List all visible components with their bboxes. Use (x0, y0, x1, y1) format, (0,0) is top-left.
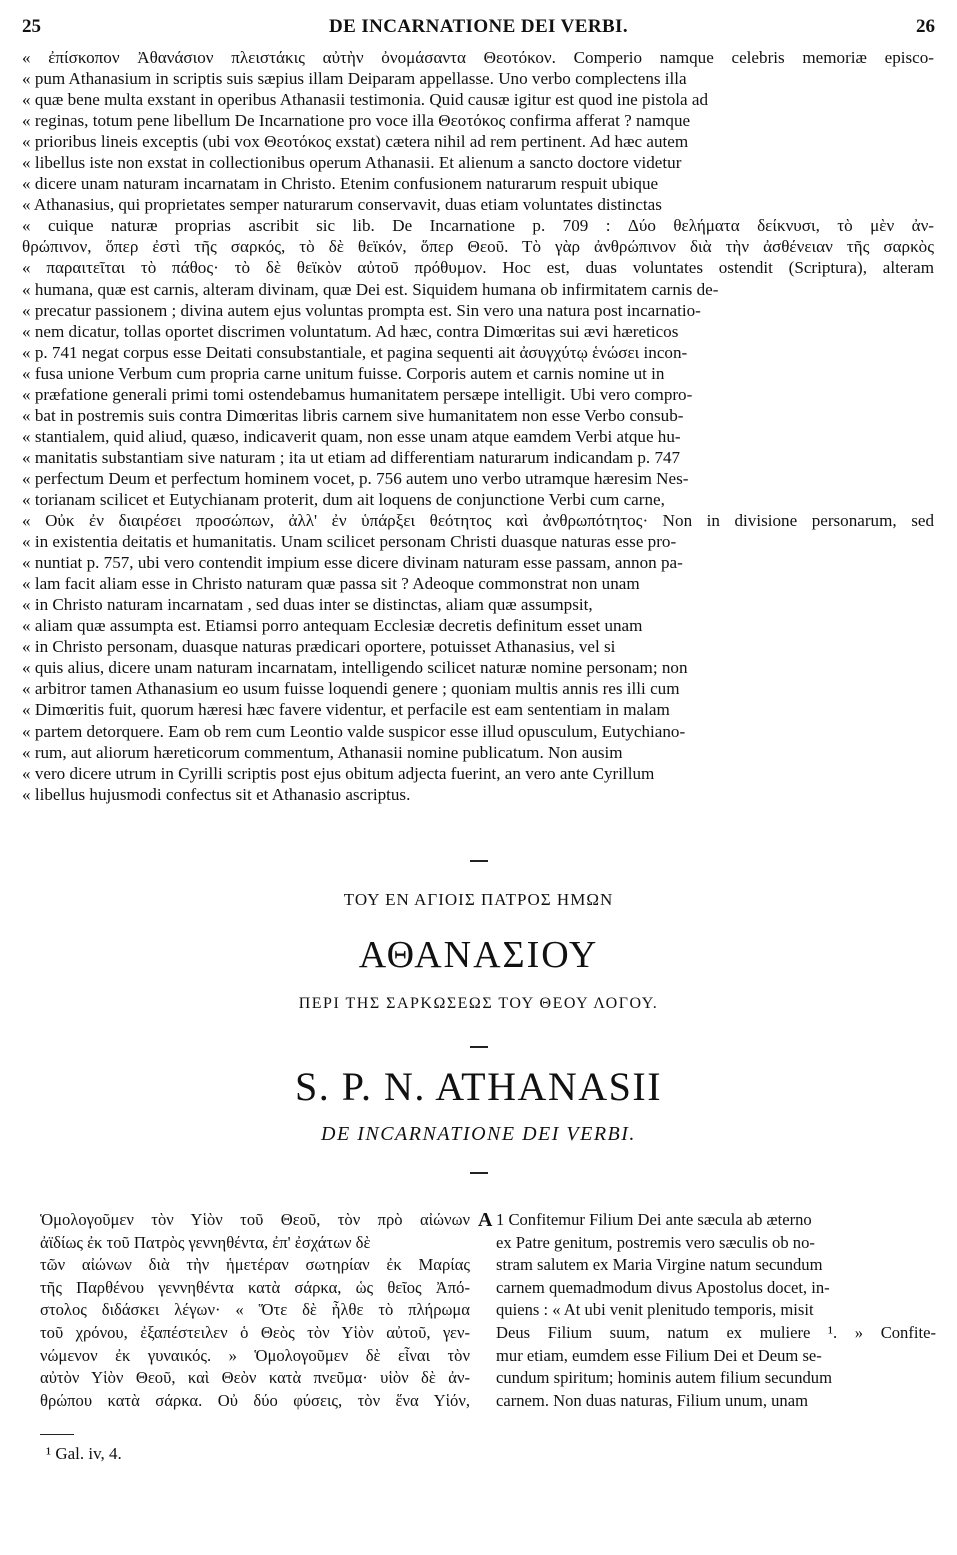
greek-text-line: θρώπου κατὰ σάρκα. Οὐ δύο φύσεις, τὸν ἕνα Υἱόν, (40, 1390, 470, 1410)
latin-text-column (496, 1209, 936, 1412)
greek-text-line: αὐτὸν Υἱὸν Θεοῦ, καὶ Θεὸν κατὰ πνεῦμα· υἱὸν δὲ ἀν- (40, 1368, 470, 1388)
latin-text-line: quiens : « At ubi venit plenitudo temporis, misit (496, 1300, 814, 1320)
commentary-line: « Athanasius, qui proprietates semper naturarum conservavit, duas etiam voluntates distinctas (22, 195, 662, 215)
commentary-line: « stantialem, quid aliud, quæso, indicaverit quam, non esse unam atque eamdem Verbi atque hu- (22, 426, 681, 446)
latin-title: S. P. N. ATHANASII (294, 1064, 663, 1109)
commentary-line: « torianam scilicet et Eutychianam proterit, dum ait loquens de conjunctione Verbi cum carne, (22, 489, 665, 509)
commentary-line: « in Christo naturam incarnatam , sed duas inter se distinctas, aliam quæ assumpsit, (22, 595, 593, 615)
greek-text-line: τοῦ χρόνου, ἐξαπέστειλεν ὁ Θεὸς τὸν Υἱὸν αὐτοῦ, γεν- (40, 1322, 470, 1342)
latin-text-line: stram salutem ex Maria Virgine natum secundum (496, 1255, 823, 1275)
greek-text-line: στολος διδάσκει λέγων· « Ὅτε δὲ ἦλθε τὸ πλήρωμα (40, 1300, 470, 1320)
commentary-line: « partem detorquere. Eam ob rem cum Leontio valde suspicor esse illud opusculum, Eutychiano- (22, 721, 686, 741)
commentary-line: « p. 741 negat corpus esse Deitati consubstantiale, et pagina sequenti ait ἀσυγχύτῳ ἑνώσει incon- (22, 342, 688, 362)
text-divider (470, 1172, 488, 1174)
commentary-line: « quæ bene multa exstant in operibus Athanasii testimonia. Quid causæ igitur est quod ine pistola ad (22, 90, 709, 110)
commentary-line: « aliam quæ assumpta est. Etiamsi porro antequam Ecclesiæ decretis definitum esset unam (22, 616, 643, 636)
greek-text-line: τῆς Παρθένου γεννηθέντα κατὰ σάρκα, ὡς θεῖος Ἀπό- (40, 1277, 470, 1297)
running-head (22, 16, 935, 40)
commentary-line: « perfectum Deum et perfectum hominem vocet, p. 756 autem uno verbo utramque hæresim Nes- (22, 468, 689, 488)
footnote: ¹ Gal. iv, 4. (46, 1444, 122, 1463)
greek-text-line: ἀϊδίως ἐκ τοῦ Πατρὸς γεννηθέντα, ἐπ' ἐσχάτων δὲ (40, 1232, 371, 1252)
commentary-line: « ἐπίσκοπον Ἀθανάσιον πλειστάκις αὐτὴν ὀνομάσαντα Θεοτόκον. Comperio namque celebris memoriæ episco- (22, 48, 934, 67)
margin-letter: A (478, 1209, 493, 1231)
page-number-right: 26 (916, 16, 935, 37)
commentary-line: « libellus hujusmodi confectus sit et Athanasio ascriptus. (22, 784, 411, 804)
commentary-line: « præfatione generali primi tomi ostendebamus humanitatem persæpe intelligit. Ubi vero compro- (22, 384, 693, 404)
commentary-line: « fusa unione Verbum cum propria carne unitum fuisse. Corporis autem et carnis nomine ut in (22, 363, 665, 383)
greek-text-column (40, 1209, 470, 1412)
commentary-line: « humana, quæ est carnis, alteram divinam, quæ Dei est. Siquidem humana ob infirmitatem carnis de- (22, 279, 719, 299)
commentary-line: « bat in postremis suis contra Dimœritas libris carnem sive humanitatem non esse Verbo consub- (22, 405, 684, 425)
section-divider (470, 860, 488, 862)
latin-text-line: cundum spiritum; hominis autem filium secundum (496, 1368, 832, 1388)
commentary-line: « in Christo personam, duasque naturas prædicari oportere, potuisset Athanasius, vel si (22, 637, 616, 657)
commentary-line: « quis alius, dicere unam naturam incarnatam, intelligendo scilicet naturæ nomine personam; non (22, 658, 688, 678)
commentary-line: « Οὐκ ἐν διαιρέσει προσώπων, ἀλλ' ἐν ὑπάρξει θεότητος καὶ ἀνθρωπότητος· Non in divisione personarum, sed (22, 511, 934, 531)
commentary-line: « Dimœritis fuit, quorum hæresi hæc favere videntur, et perfacile est eam sententiam in malam (22, 700, 670, 720)
latin-text-line: ex Patre genitum, postremis vero sæculis ob no- (496, 1232, 815, 1252)
commentary-line: « cuique naturæ proprias ascribit sic lib. De Incarnatione p. 709 : Δύο θελήματα δείκνυσι, τὸ μὲν ἀν- (22, 216, 934, 236)
running-title: DE INCARNATIONE DEI VERBI. (329, 16, 628, 37)
greek-subtitle: ΠΕΡΙ ΤΗΣ ΣΑΡΚΩΣΕΩΣ ΤΟΥ ΘΕΟΥ ΛΟΓΟΥ. (298, 995, 659, 1012)
commentary-line: « rum, aut aliorum hæreticorum commentum, Athanasii nomine publicatum. Non ausim (22, 742, 623, 762)
latin-text-line: Deus Filium suum, natum ex muliere ¹. » Confite- (496, 1322, 936, 1342)
commentary-line: θρώπινον, ὅπερ ἐστὶ τῆς σαρκός, τὸ δὲ θεϊκόν, ὅπερ Θεοῦ. Τὸ γὰρ ἀνθρώπινον διὰ τὴν ἀσθένειαν τῆς σαρκὸς (22, 237, 934, 257)
commentary-line: « pum Athanasium in scriptis suis sæpius illam Deiparam appellasse. Uno verbo complectens illa (22, 69, 687, 89)
greek-text-line: τῶν αἰώνων διὰ τὴν ἡμετέραν σωτηρίαν ἐκ Μαρίας (40, 1255, 470, 1275)
commentary-line: « dicere unam naturam incarnatam in Christo. Etenim confusionem naturarum respuit ubique (22, 174, 659, 194)
latin-text-line: mur etiam, eumdem esse Filium Dei et Deum se- (496, 1345, 822, 1365)
latin-text-line: 1 Confitemur Filium Dei ante sæcula ab æterno (496, 1210, 812, 1229)
greek-superscript: ΤΟΥ ΕΝ ΑΓΙΟΙΣ ΠΑΤΡΟΣ ΗΜΩΝ (343, 890, 614, 909)
commentary-line: « precatur passionem ; divina autem ejus voluntas prompta est. Sin vero una natura post incarnatio- (22, 300, 701, 320)
commentary-line: « in existentia deitatis et humanitatis. Unam scilicet personam Christi duasque naturas esse pro- (22, 532, 677, 552)
commentary-line: « vero dicere utrum in Cyrilli scriptis post ejus obitum adjecta fuerint, an vero ante Cyrillum (22, 763, 655, 783)
greek-text-line: νώμενον ἐκ γυναικός. » Ὁμολογοῦμεν δὲ εἶναι τὸν (40, 1345, 470, 1365)
commentary-line: « lam facit aliam esse in Christo naturam quæ passa sit ? Adeoque commonstrat non unam (22, 574, 640, 594)
commentary-line: « nem dicatur, tollas oportet discrimen voluntatum. Ad hæc, contra Dimœritas sui ævi hæreticos (22, 321, 679, 341)
commentary-line: « prioribus lineis exceptis (ubi vox Θεοτόκος exstat) cætera nihil ad rem pertinent. Ad hæc autem (22, 132, 689, 152)
page-number-left: 25 (22, 16, 41, 37)
commentary-line: « libellus iste non exstat in collectionibus operum Athanasii. Et alienum a sancto doctore videtur (22, 153, 682, 173)
commentary-line: « manitatis substantiam sive naturam ; ita ut etiam ad differentiam naturarum indicandam p. 747 (22, 447, 681, 467)
latin-text-line: carnem quemadmodum divus Apostolus docet, in- (496, 1277, 830, 1297)
greek-title: ΑΘΑΝΑΣΙΟΥ (358, 934, 599, 976)
title-divider (470, 1046, 488, 1048)
commentary-line: « arbitror tamen Athanasium eo usum fuisse loquendi genere ; quoniam multis annis res illi cum (22, 679, 680, 699)
latin-subtitle: DE INCARNATIONE DEI VERBI. (321, 1123, 636, 1145)
commentary-line: « nuntiat p. 757, ubi vero contendit impium esse dicere divinam naturam esse passam, annon pa- (22, 553, 683, 573)
greek-text-line: Ὁμολογοῦμεν τὸν Υἱὸν τοῦ Θεοῦ, τὸν πρὸ αἰώνων (40, 1210, 470, 1229)
footnote-rule (40, 1434, 74, 1435)
commentary-block (22, 47, 934, 805)
commentary-line: « reginas, totum pene libellum De Incarnatione pro voce illa Θεοτόκος confirma afferat ? namque (22, 111, 691, 131)
commentary-line: « παραιτεῖται τὸ πάθος· τὸ δὲ θεϊκὸν αὐτοῦ πρόθυμον. Hoc est, duas voluntates ostendit (Scriptura), alteram (22, 258, 934, 278)
latin-text-line: carnem. Non duas naturas, Filium unum, unam (496, 1390, 808, 1410)
